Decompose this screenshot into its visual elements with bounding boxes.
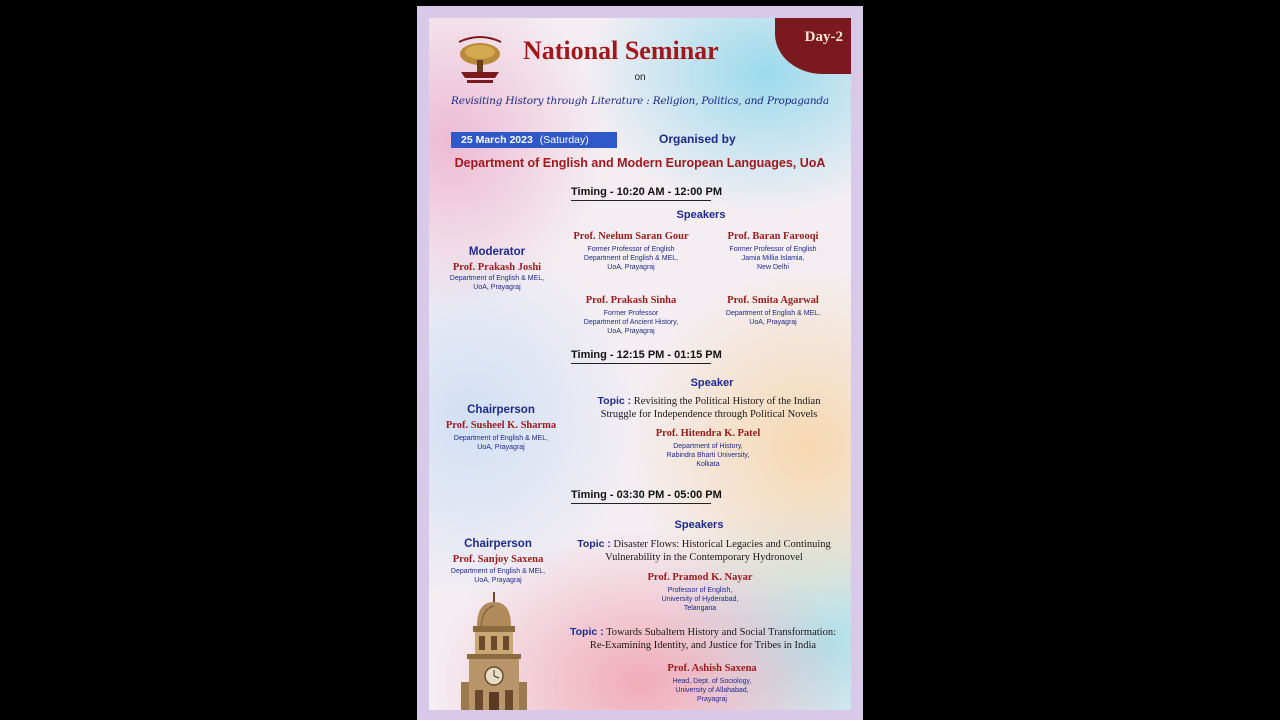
seminar-theme: Revisiting History through Literature : Religion, Politics, and Propaganda (451, 95, 829, 107)
speaker-card (647, 663, 777, 704)
date-banner (451, 132, 617, 148)
chairperson-role: Chairperson (467, 404, 535, 416)
session3-topic-2 (555, 626, 851, 652)
speaker-name: Prof. Neelum Saran Gour (573, 231, 689, 242)
topic-text: Revisiting the Political History of the Indian (633, 396, 821, 407)
title-connector: on (634, 72, 646, 83)
speaker-affiliation: Department of Ancient History, (583, 319, 679, 326)
moderator-name: Prof. Prakash Joshi (452, 262, 542, 273)
speaker-affiliation: Former Professor of English (587, 246, 675, 253)
topic-text: Towards Subaltern History and Social Transformation: (606, 627, 837, 638)
chairperson-role: Chairperson (464, 538, 532, 550)
chairperson-affiliation: UoA, Prayagraj (477, 444, 525, 451)
session1-speakers-heading: Speakers (676, 209, 726, 221)
topic-label: Topic : (597, 395, 632, 407)
session2-speaker-heading: Speaker (690, 377, 734, 389)
seminar-poster (417, 6, 863, 720)
speaker-affiliation: University of Allahabad, (675, 687, 749, 694)
speaker-affiliation: Department of History, (673, 443, 743, 450)
speaker-card (713, 295, 833, 327)
chairperson-affiliation: Department of English & MEL, (450, 568, 546, 575)
topic-text: Disaster Flows: Historical Legacies and Continuing (613, 539, 831, 550)
chairperson-name: Prof. Susheel K. Sharma (445, 420, 557, 431)
speaker-affiliation: Jamia Millia Islamia, (741, 255, 805, 262)
organised-by-label: Organised by (659, 132, 736, 146)
session3-timing: Timing - 03:30 PM - 05:00 PM (571, 489, 711, 504)
speaker-affiliation: New Delhi (757, 264, 789, 271)
moderator-role: Moderator (468, 246, 526, 258)
speaker-name: Prof. Pramod K. Nayar (647, 572, 753, 583)
page-title: National Seminar (523, 36, 719, 65)
topic-label: Topic : (577, 538, 611, 550)
speaker-card (643, 428, 773, 469)
speaker-name: Prof. Ashish Saxena (667, 663, 757, 674)
speaker-card (713, 231, 833, 272)
speaker-affiliation: Department of English & MEL, (583, 255, 679, 262)
speaker-affiliation: Head, Dept. of Sociology, (672, 678, 752, 685)
session1-timing: Timing - 10:20 AM - 12:00 PM (571, 186, 711, 201)
poster-canvas (429, 18, 851, 710)
session2-topic (569, 395, 849, 421)
speaker-affiliation: Prayagraj (697, 696, 727, 703)
topic-text: Vulnerability in the Contemporary Hydronovel (605, 552, 803, 563)
day-label: Day-2 (804, 29, 843, 45)
topic-text: Re-Examining Identity, and Justice for Tribes in India (589, 640, 817, 651)
day-of-week: (Saturday) (539, 134, 589, 146)
speaker-name: Prof. Hitendra K. Patel (655, 428, 761, 439)
speaker-card (567, 295, 695, 336)
session3-chairperson (435, 538, 561, 585)
speaker-affiliation: UoA, Prayagraj (607, 264, 655, 271)
moderator-affiliation: Department of English & MEL, (449, 275, 545, 282)
speaker-name: Prof. Baran Farooqi (727, 231, 819, 242)
speaker-card (567, 231, 695, 272)
speaker-affiliation: Rabindra Bharti University, (666, 452, 750, 459)
chairperson-name: Prof. Sanjoy Saxena (452, 554, 544, 565)
speaker-affiliation: Former Professor (603, 310, 659, 317)
clock-tower-illustration (453, 592, 535, 710)
session3-topic-1 (559, 538, 849, 564)
session2-chairperson (437, 404, 565, 452)
speaker-affiliation: Former Professor of English (729, 246, 817, 253)
session2-timing: Timing - 12:15 PM - 01:15 PM (571, 349, 711, 364)
speaker-card (635, 572, 765, 613)
speaker-affiliation: UoA, Prayagraj (607, 328, 655, 335)
speaker-affiliation: Telangana (683, 605, 717, 612)
department-name: Department of English and Modern European Languages, UoA (454, 156, 826, 170)
speaker-affiliation: Department of English & MEL, (725, 310, 821, 317)
speaker-affiliation: Kolkata (696, 461, 720, 468)
moderator-affiliation: UoA, Prayagraj (473, 284, 521, 291)
speaker-name: Prof. Prakash Sinha (585, 295, 677, 306)
day-badge (775, 18, 851, 74)
speaker-name: Prof. Smita Agarwal (727, 295, 819, 306)
date-text: 25 March 2023 (461, 134, 533, 146)
speaker-affiliation: University of Hyderabad, (661, 596, 739, 603)
speaker-affiliation: Professor of English, (667, 587, 733, 594)
university-emblem-icon (451, 30, 509, 86)
topic-text: Struggle for Independence through Political Novels (600, 409, 818, 420)
chairperson-affiliation: Department of English & MEL, (453, 435, 549, 442)
session3-speakers-heading: Speakers (674, 519, 724, 531)
session1-moderator (437, 246, 557, 292)
topic-label: Topic : (569, 626, 604, 638)
chairperson-affiliation: UoA, Prayagraj (474, 577, 522, 584)
speaker-affiliation: UoA, Prayagraj (749, 319, 797, 326)
